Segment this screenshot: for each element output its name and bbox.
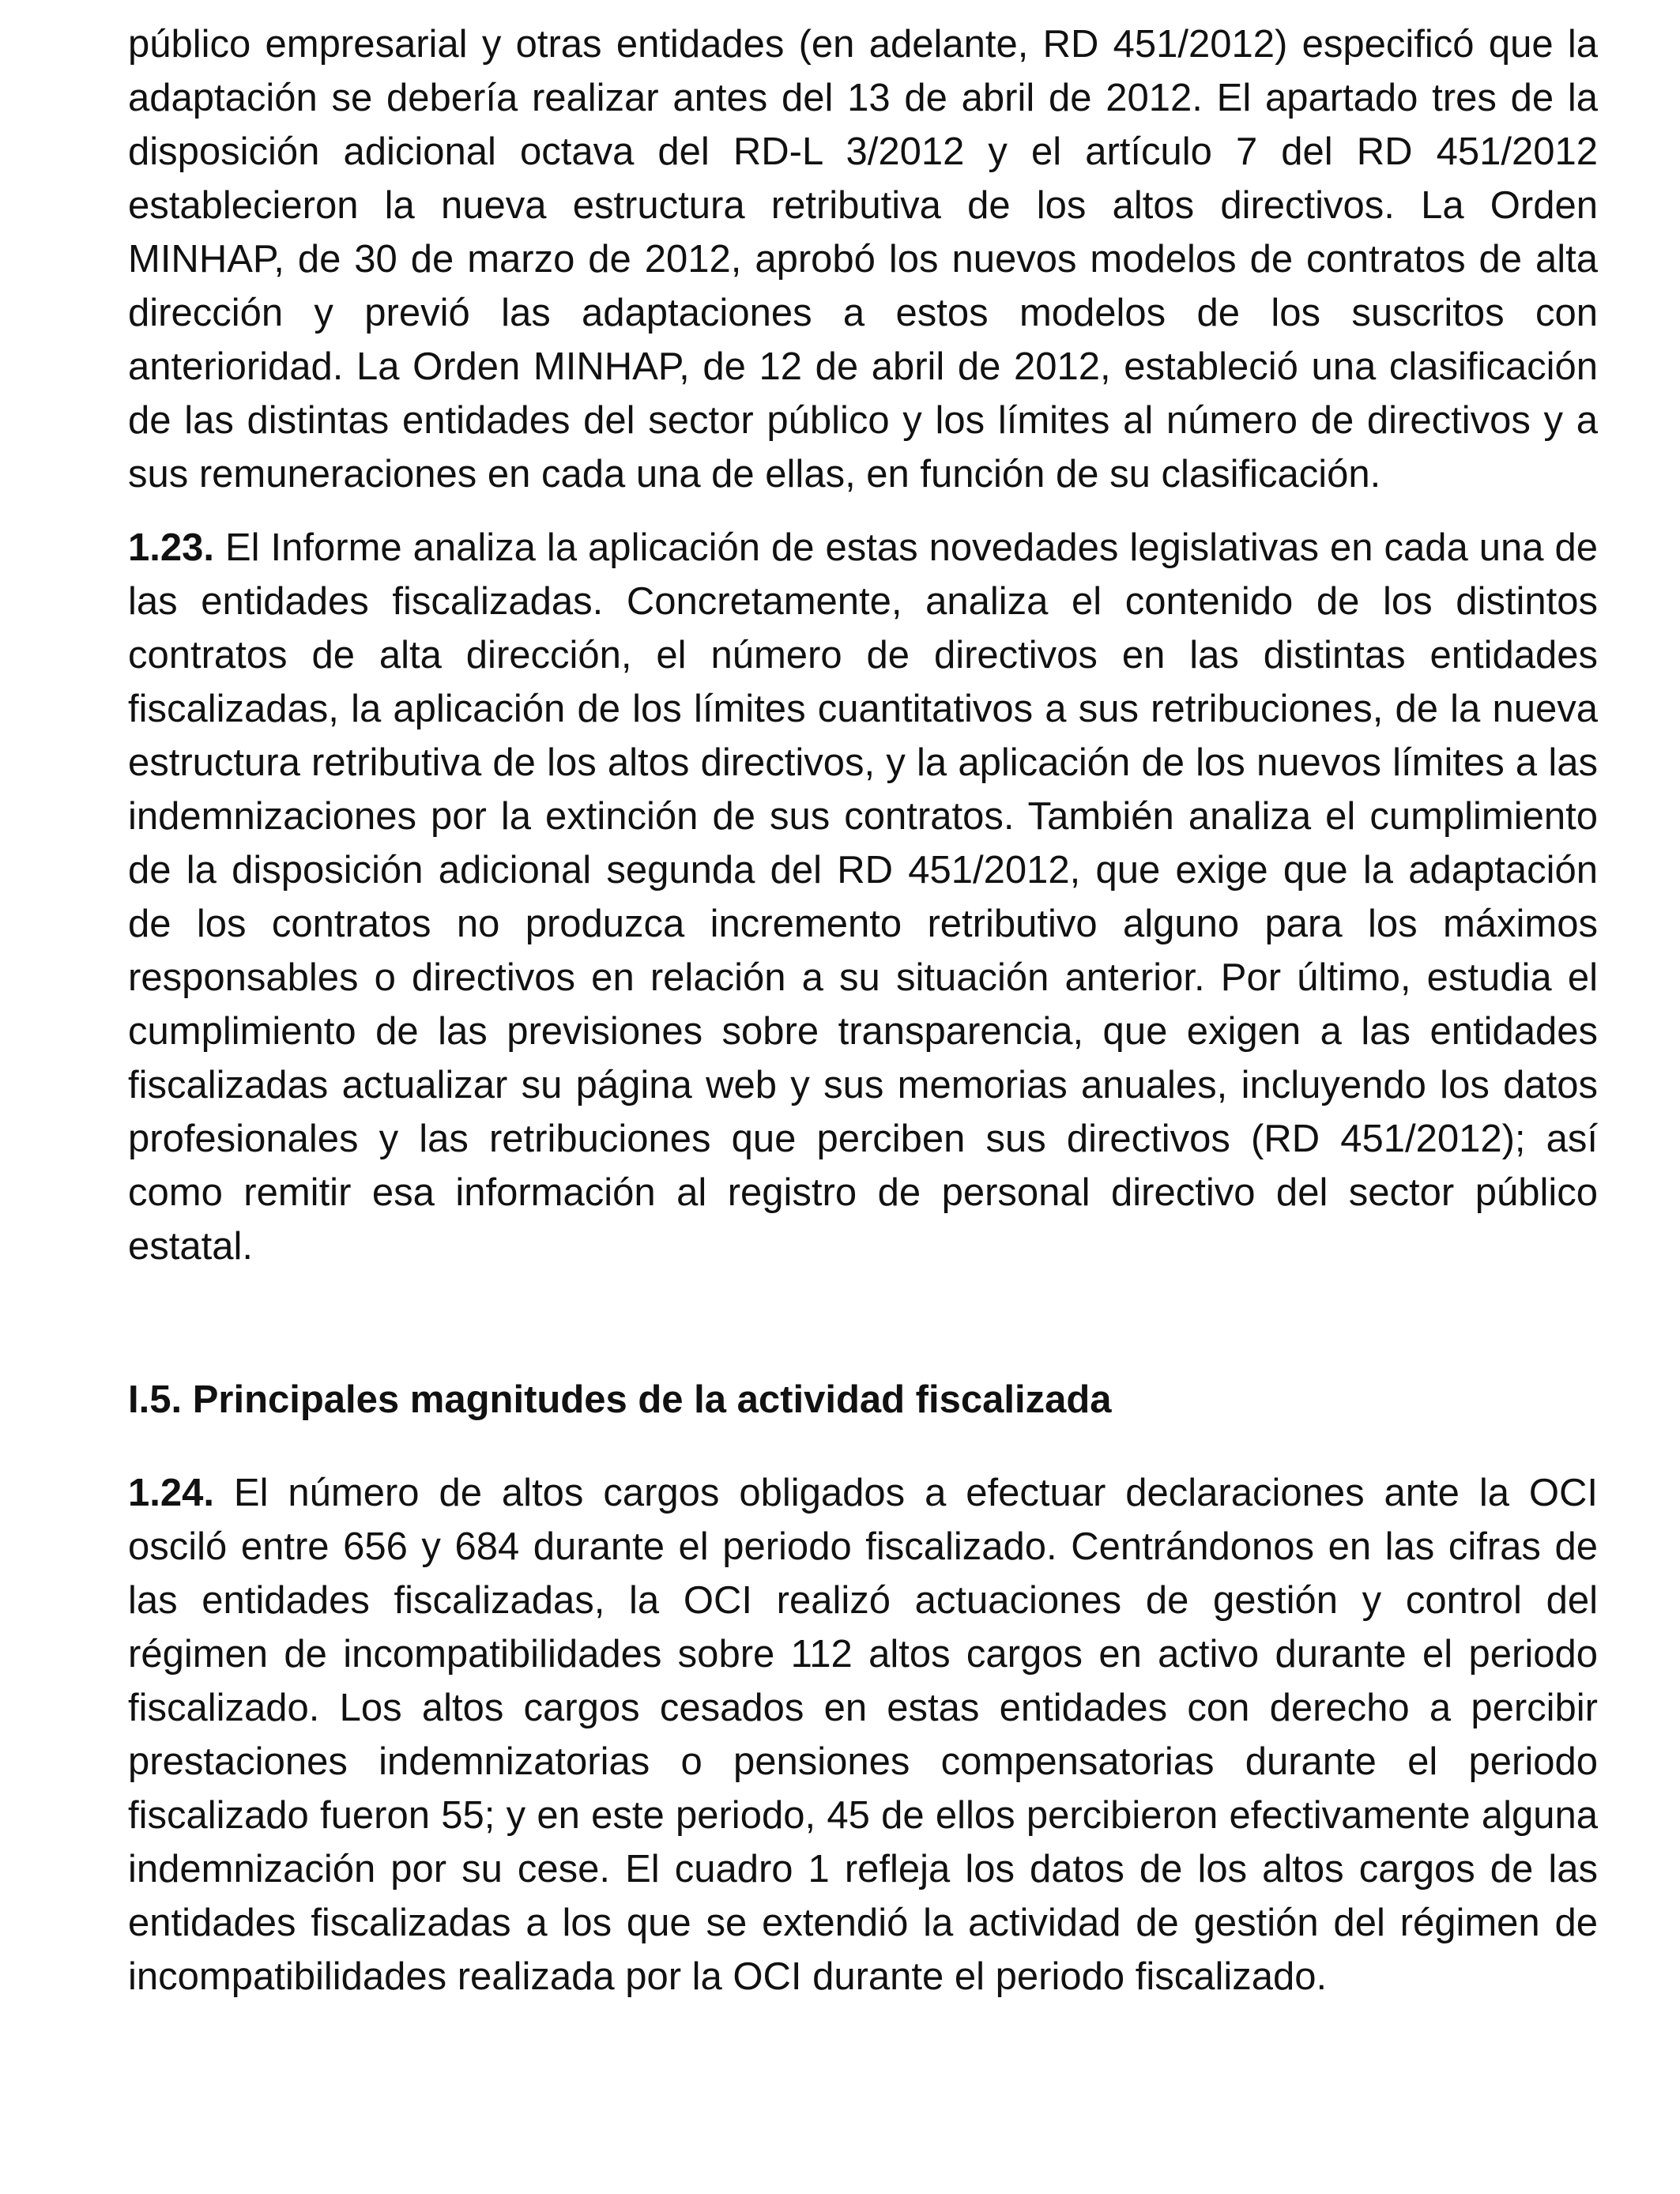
paragraph-text: El número de altos cargos obligados a efectuar declaraciones ante la OCI osciló entre 656 y 684 durante el periodo fiscalizado. Centrándonos en las cifras de las entidades fiscalizadas, la OCI realizó actuaciones de gestión y control del régimen de incompatibilidades sobre 112 altos cargos en activo durante el periodo fiscalizado. Los altos cargos cesados en estas entidades con derecho a percibir prestaciones indemnizatorias o pensiones compensatorias durante el periodo fiscalizado fueron 55; y en este periodo, 45 de ellos percibieron efectivamente alguna indemnización por su cese. El cuadro 1 refleja los datos de los altos cargos de las entidades fiscalizadas a los que se extendió la actividad de gestión del régimen de incompatibilidades realizada por la OCI durante el periodo fiscalizado.	[128, 1472, 1598, 1998]
paragraph-number: 1.23.	[128, 526, 214, 569]
section-heading: I.5. Principales magnitudes de la actividad fiscalizada	[128, 1378, 1112, 1421]
paragraph-text: público empresarial y otras entidades (en adelante, RD 451/2012) especificó que la adaptación se debería realizar antes del 13 de abril de 2012. El apartado tres de la disposición adicional octava del RD-L 3/2012 y el artículo 7 del RD 451/2012 establecieron la nueva estructura retributiva de los altos directivos. La Orden MINHAP, de 30 de marzo de 2012, aprobó los nuevos modelos de contratos de alta dirección y previó las adaptaciones a estos modelos de los suscritos con anterioridad. La Orden MINHAP, de 12 de abril de 2012, estableció una clasificación de las distintas entidades del sector público y los límites al número de directivos y a sus remuneraciones en cada una de ellas, en función de su clasificación.	[128, 23, 1598, 496]
paragraph-text: El Informe analiza la aplicación de estas novedades legislativas en cada una de las entidades fiscalizadas. Concretamente, analiza el contenido de los distintos contratos de alta dirección, el número de directivos en las distintas entidades fiscalizadas, la aplicación de los límites cuantitativos a sus retribuciones, de la nueva estructura retributiva de los altos directivos, y la aplicación de los nuevos límites a las indemnizaciones por la extinción de sus contratos. También analiza el cumplimiento de la disposición adicional segunda del RD 451/2012, que exige que la adaptación de los contratos no produzca incremento retributivo alguno para los máximos responsables o directivos en relación a su situación anterior. Por último, estudia el cumplimiento de las previsiones sobre transparencia, que exigen a las entidades fiscalizadas actualizar su página web y sus memorias anuales, incluyendo los datos profesionales y las retribuciones que perciben sus directivos (RD 451/2012); así como remitir esa información al registro de personal directivo del sector público estatal.	[128, 526, 1598, 1268]
document-page	[128, 17, 1598, 2004]
paragraph-1-23	[128, 521, 1598, 1273]
paragraph-1-24	[128, 1466, 1598, 2004]
paragraph-number: 1.24.	[128, 1472, 214, 1514]
paragraph-continuation	[128, 17, 1598, 501]
